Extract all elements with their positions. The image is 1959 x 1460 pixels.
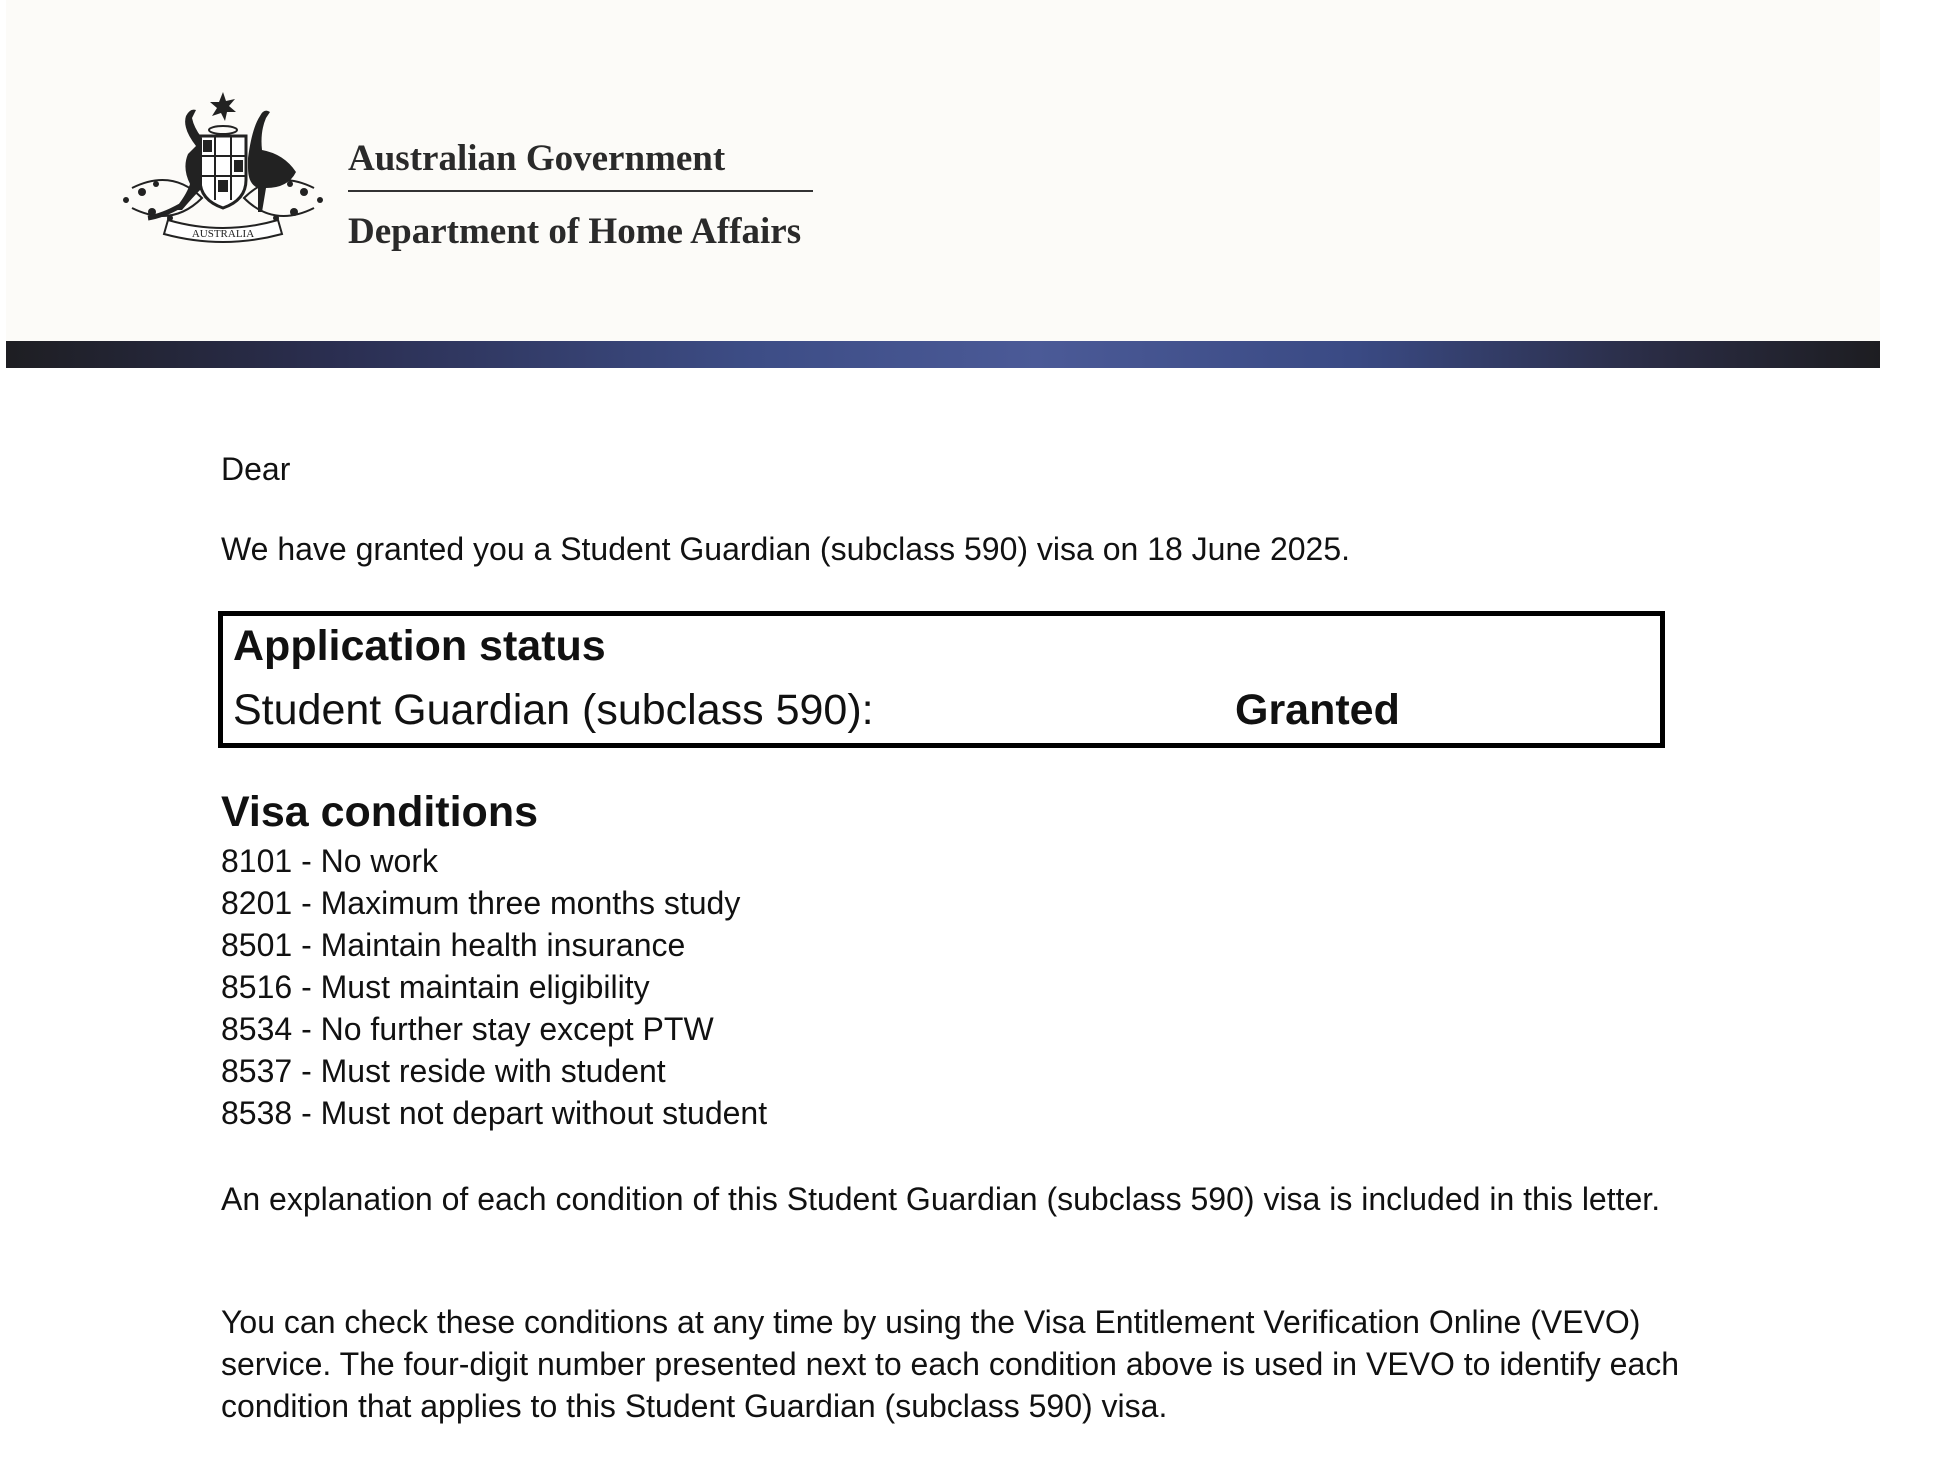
government-name: Australian Government — [348, 138, 726, 179]
conditions-list — [221, 840, 767, 1134]
condition-item: 8534 - No further stay except PTW — [221, 1011, 714, 1047]
explanation-paragraph: An explanation of each condition of this Student Guardian (subclass 590) visa is included in this letter. — [221, 1181, 1661, 1217]
application-status-box — [218, 611, 1665, 748]
salutation: Dear — [221, 451, 291, 487]
condition-item: 8537 - Must reside with student — [221, 1053, 666, 1089]
condition-item: 8516 - Must maintain eligibility — [221, 969, 650, 1005]
department-name: Department of Home Affairs — [348, 211, 802, 252]
vevo-paragraph: You can check these conditions at any time by using the Visa Entitlement Verification Online (VEVO) service. The four-digit number presented next to each condition above is used in VEVO to identify each condition that applies to this Student Guardian (subclass 590) visa. — [221, 1304, 1680, 1424]
crest-motto: AUSTRALIA — [191, 228, 255, 240]
condition-item: 8101 - No work — [221, 843, 438, 879]
grant-sentence: We have granted you a Student Guardian (subclass 590) visa on 18 June 2025. — [221, 531, 1351, 567]
status-value: Granted — [1235, 686, 1400, 734]
condition-item: 8201 - Maximum three months study — [221, 885, 741, 921]
letterhead-band — [6, 341, 1880, 368]
letterhead-divider — [348, 190, 813, 192]
condition-item: 8501 - Maintain health insurance — [221, 927, 686, 963]
coat-of-arms-icon — [112, 88, 334, 253]
status-label: Student Guardian (subclass 590): — [233, 686, 874, 734]
conditions-heading: Visa conditions — [221, 788, 538, 836]
condition-item: 8538 - Must not depart without student — [221, 1095, 768, 1131]
status-title: Application status — [233, 622, 606, 670]
